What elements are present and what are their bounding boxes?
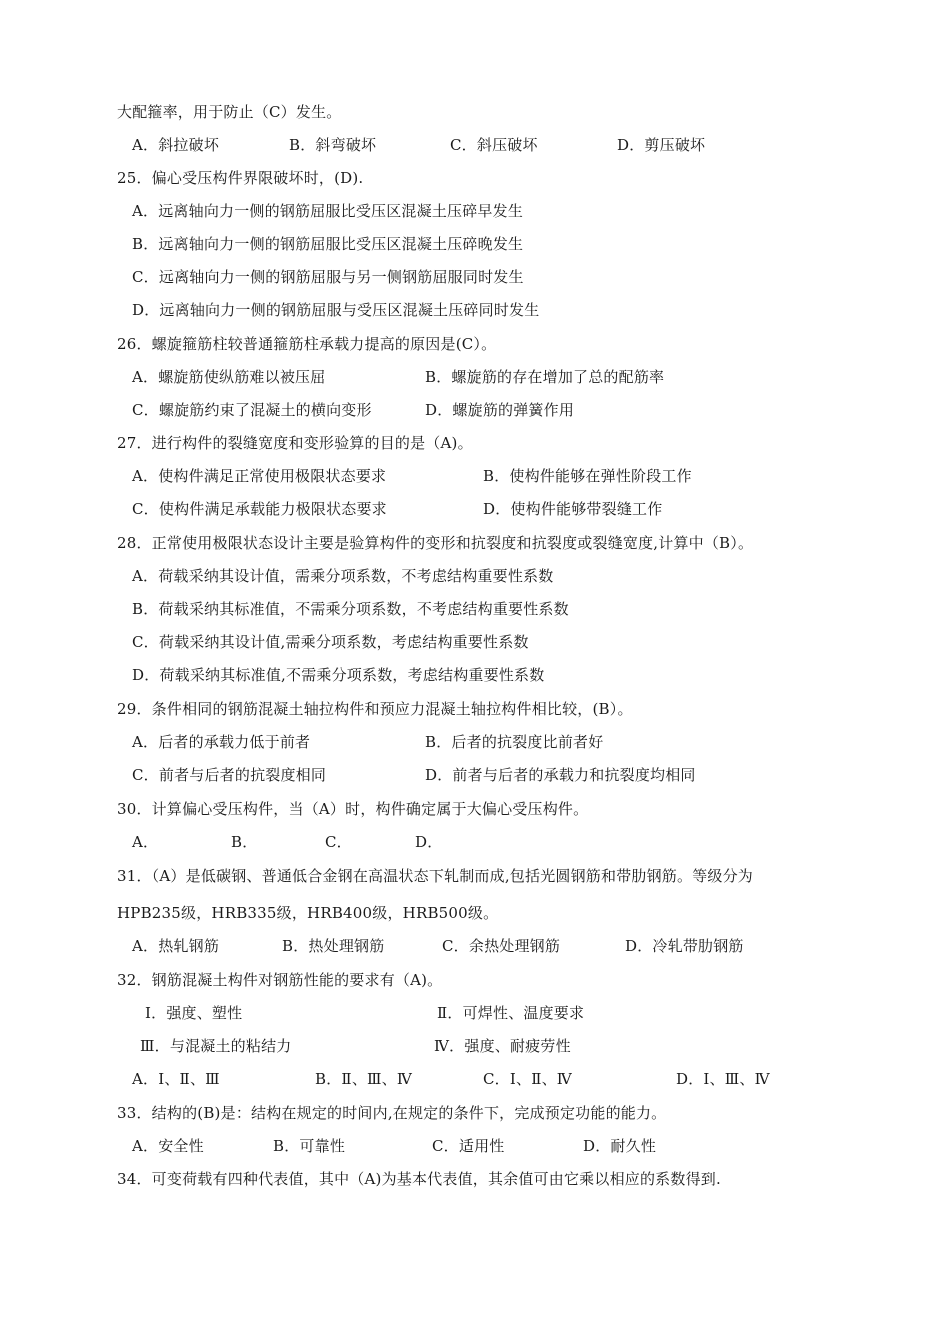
q28-stem: 28．正常使用极限状态设计主要是验算构件的变形和抗裂度和抗裂度或裂缝宽度,计算中（B）。 bbox=[117, 534, 754, 552]
q27-option-a: A．使构件满足正常使用极限状态要求 bbox=[132, 467, 387, 485]
q24-option-d: D．剪压破坏 bbox=[617, 136, 706, 154]
q25-option-a: A．远离轴向力一侧的钢筋屈服比受压区混凝土压碎早发生 bbox=[132, 202, 524, 220]
q33-option-b: B．可靠性 bbox=[273, 1137, 346, 1155]
q29-option-a: A．后者的承载力低于前者 bbox=[132, 733, 311, 751]
q31-option-a: A．热轧钢筋 bbox=[132, 937, 220, 955]
q33-stem: 33．结构的(B)是：结构在规定的时间内,在规定的条件下，完成预定功能的能力。 bbox=[117, 1104, 667, 1122]
q33-option-d: D．耐久性 bbox=[583, 1137, 657, 1155]
q26-stem: 26．螺旋箍筋柱较普通箍筋柱承载力提高的原因是(C）。 bbox=[117, 335, 497, 353]
q28-option-b: B．荷载采纳其标准值，不需乘分项系数，不考虑结构重要性系数 bbox=[132, 600, 569, 618]
q25-option-b: B．远离轴向力一侧的钢筋屈服比受压区混凝土压碎晚发生 bbox=[132, 235, 524, 253]
q29-stem: 29．条件相同的钢筋混凝土轴拉构件和预应力混凝土轴拉构件相比较，(B）。 bbox=[117, 700, 633, 718]
q31-option-b: B．热处理钢筋 bbox=[282, 937, 385, 955]
q34-stem: 34．可变荷载有四种代表值，其中（A)为基本代表值，其余值可由它乘以相应的系数得到. bbox=[117, 1170, 721, 1188]
q32-option-a: A．Ⅰ、Ⅱ、Ⅲ bbox=[132, 1070, 220, 1088]
q25-option-c: C．远离轴向力一侧的钢筋屈服与另一侧钢筋屈服同时发生 bbox=[132, 268, 524, 286]
q33-option-c: C．适用性 bbox=[432, 1137, 505, 1155]
q30-option-b: B． bbox=[231, 833, 258, 851]
q29-option-c: C．前者与后者的抗裂度相同 bbox=[132, 766, 327, 784]
q29-option-b: B．后者的抗裂度比前者好 bbox=[425, 733, 604, 751]
q27-option-d: D．使构件能够带裂缝工作 bbox=[483, 500, 663, 518]
q33-option-a: A．安全性 bbox=[132, 1137, 204, 1155]
q24-option-c: C．斜压破坏 bbox=[450, 136, 538, 154]
q26-option-d: D．螺旋筋的弹簧作用 bbox=[425, 401, 575, 419]
q27-option-b: B．使构件能够在弹性阶段工作 bbox=[483, 467, 692, 485]
q27-stem: 27．进行构件的裂缝宽度和变形验算的目的是（A)。 bbox=[117, 434, 473, 452]
q24-option-a: A．斜拉破坏 bbox=[132, 136, 220, 154]
q30-option-d: D． bbox=[415, 833, 443, 851]
q30-stem: 30．计算偏心受压构件，当（A）时，构件确定属于大偏心受压构件。 bbox=[117, 800, 589, 818]
q27-option-c: C．使构件满足承载能力极限状态要求 bbox=[132, 500, 387, 518]
q30-option-a: A． bbox=[132, 833, 159, 851]
q28-option-c: C．荷载采纳其设计值,需乘分项系数，考虑结构重要性系数 bbox=[132, 633, 529, 651]
q32-stem: 32．钢筋混凝土构件对钢筋性能的要求有（A)。 bbox=[117, 971, 443, 989]
q31-option-c: C．余热处理钢筋 bbox=[442, 937, 561, 955]
q28-option-a: A．荷载采纳其设计值，需乘分项系数，不考虑结构重要性系数 bbox=[132, 567, 554, 585]
q25-stem: 25．偏心受压构件界限破坏时，(D). bbox=[117, 169, 364, 187]
q30-option-c: C． bbox=[325, 833, 352, 851]
q24-stem-tail: 大配箍率，用于防止（C）发生。 bbox=[117, 103, 342, 121]
q26-option-b: B．螺旋筋的存在增加了总的配筋率 bbox=[425, 368, 665, 386]
q31-option-d: D．冷轧带肋钢筋 bbox=[625, 937, 744, 955]
q32-item-2: Ⅱ．可焊性、温度要求 bbox=[437, 1004, 585, 1022]
q32-option-c: C．Ⅰ、Ⅱ、Ⅳ bbox=[483, 1070, 572, 1088]
q32-item-4: Ⅳ．强度、耐疲劳性 bbox=[434, 1037, 571, 1055]
q31-stem: 31．（A）是低碳钢、普通低合金钢在高温状态下轧制而成,包括光圆钢筋和带肋钢筋。等级分为 bbox=[117, 867, 753, 885]
q32-item-1: Ⅰ．强度、塑性 bbox=[145, 1004, 243, 1022]
q32-option-b: B．Ⅱ、Ⅲ、Ⅳ bbox=[315, 1070, 413, 1088]
q26-option-c: C．螺旋筋约束了混凝土的横向变形 bbox=[132, 401, 372, 419]
q24-option-b: B．斜弯破坏 bbox=[289, 136, 377, 154]
q29-option-d: D．前者与后者的承载力和抗裂度均相同 bbox=[425, 766, 696, 784]
q32-option-d: D．Ⅰ、Ⅲ、Ⅳ bbox=[676, 1070, 770, 1088]
q25-option-d: D．远离轴向力一侧的钢筋屈服与受压区混凝土压碎同时发生 bbox=[132, 301, 540, 319]
q31-stem-cont: HPB235级，HRB335级，HRB400级，HRB500级。 bbox=[117, 904, 499, 922]
q26-option-a: A．螺旋筋使纵筋难以被压屈 bbox=[132, 368, 326, 386]
q28-option-d: D．荷载采纳其标准值,不需乘分项系数，考虑结构重要性系数 bbox=[132, 666, 545, 684]
q32-item-3: Ⅲ．与混凝土的粘结力 bbox=[140, 1037, 292, 1055]
